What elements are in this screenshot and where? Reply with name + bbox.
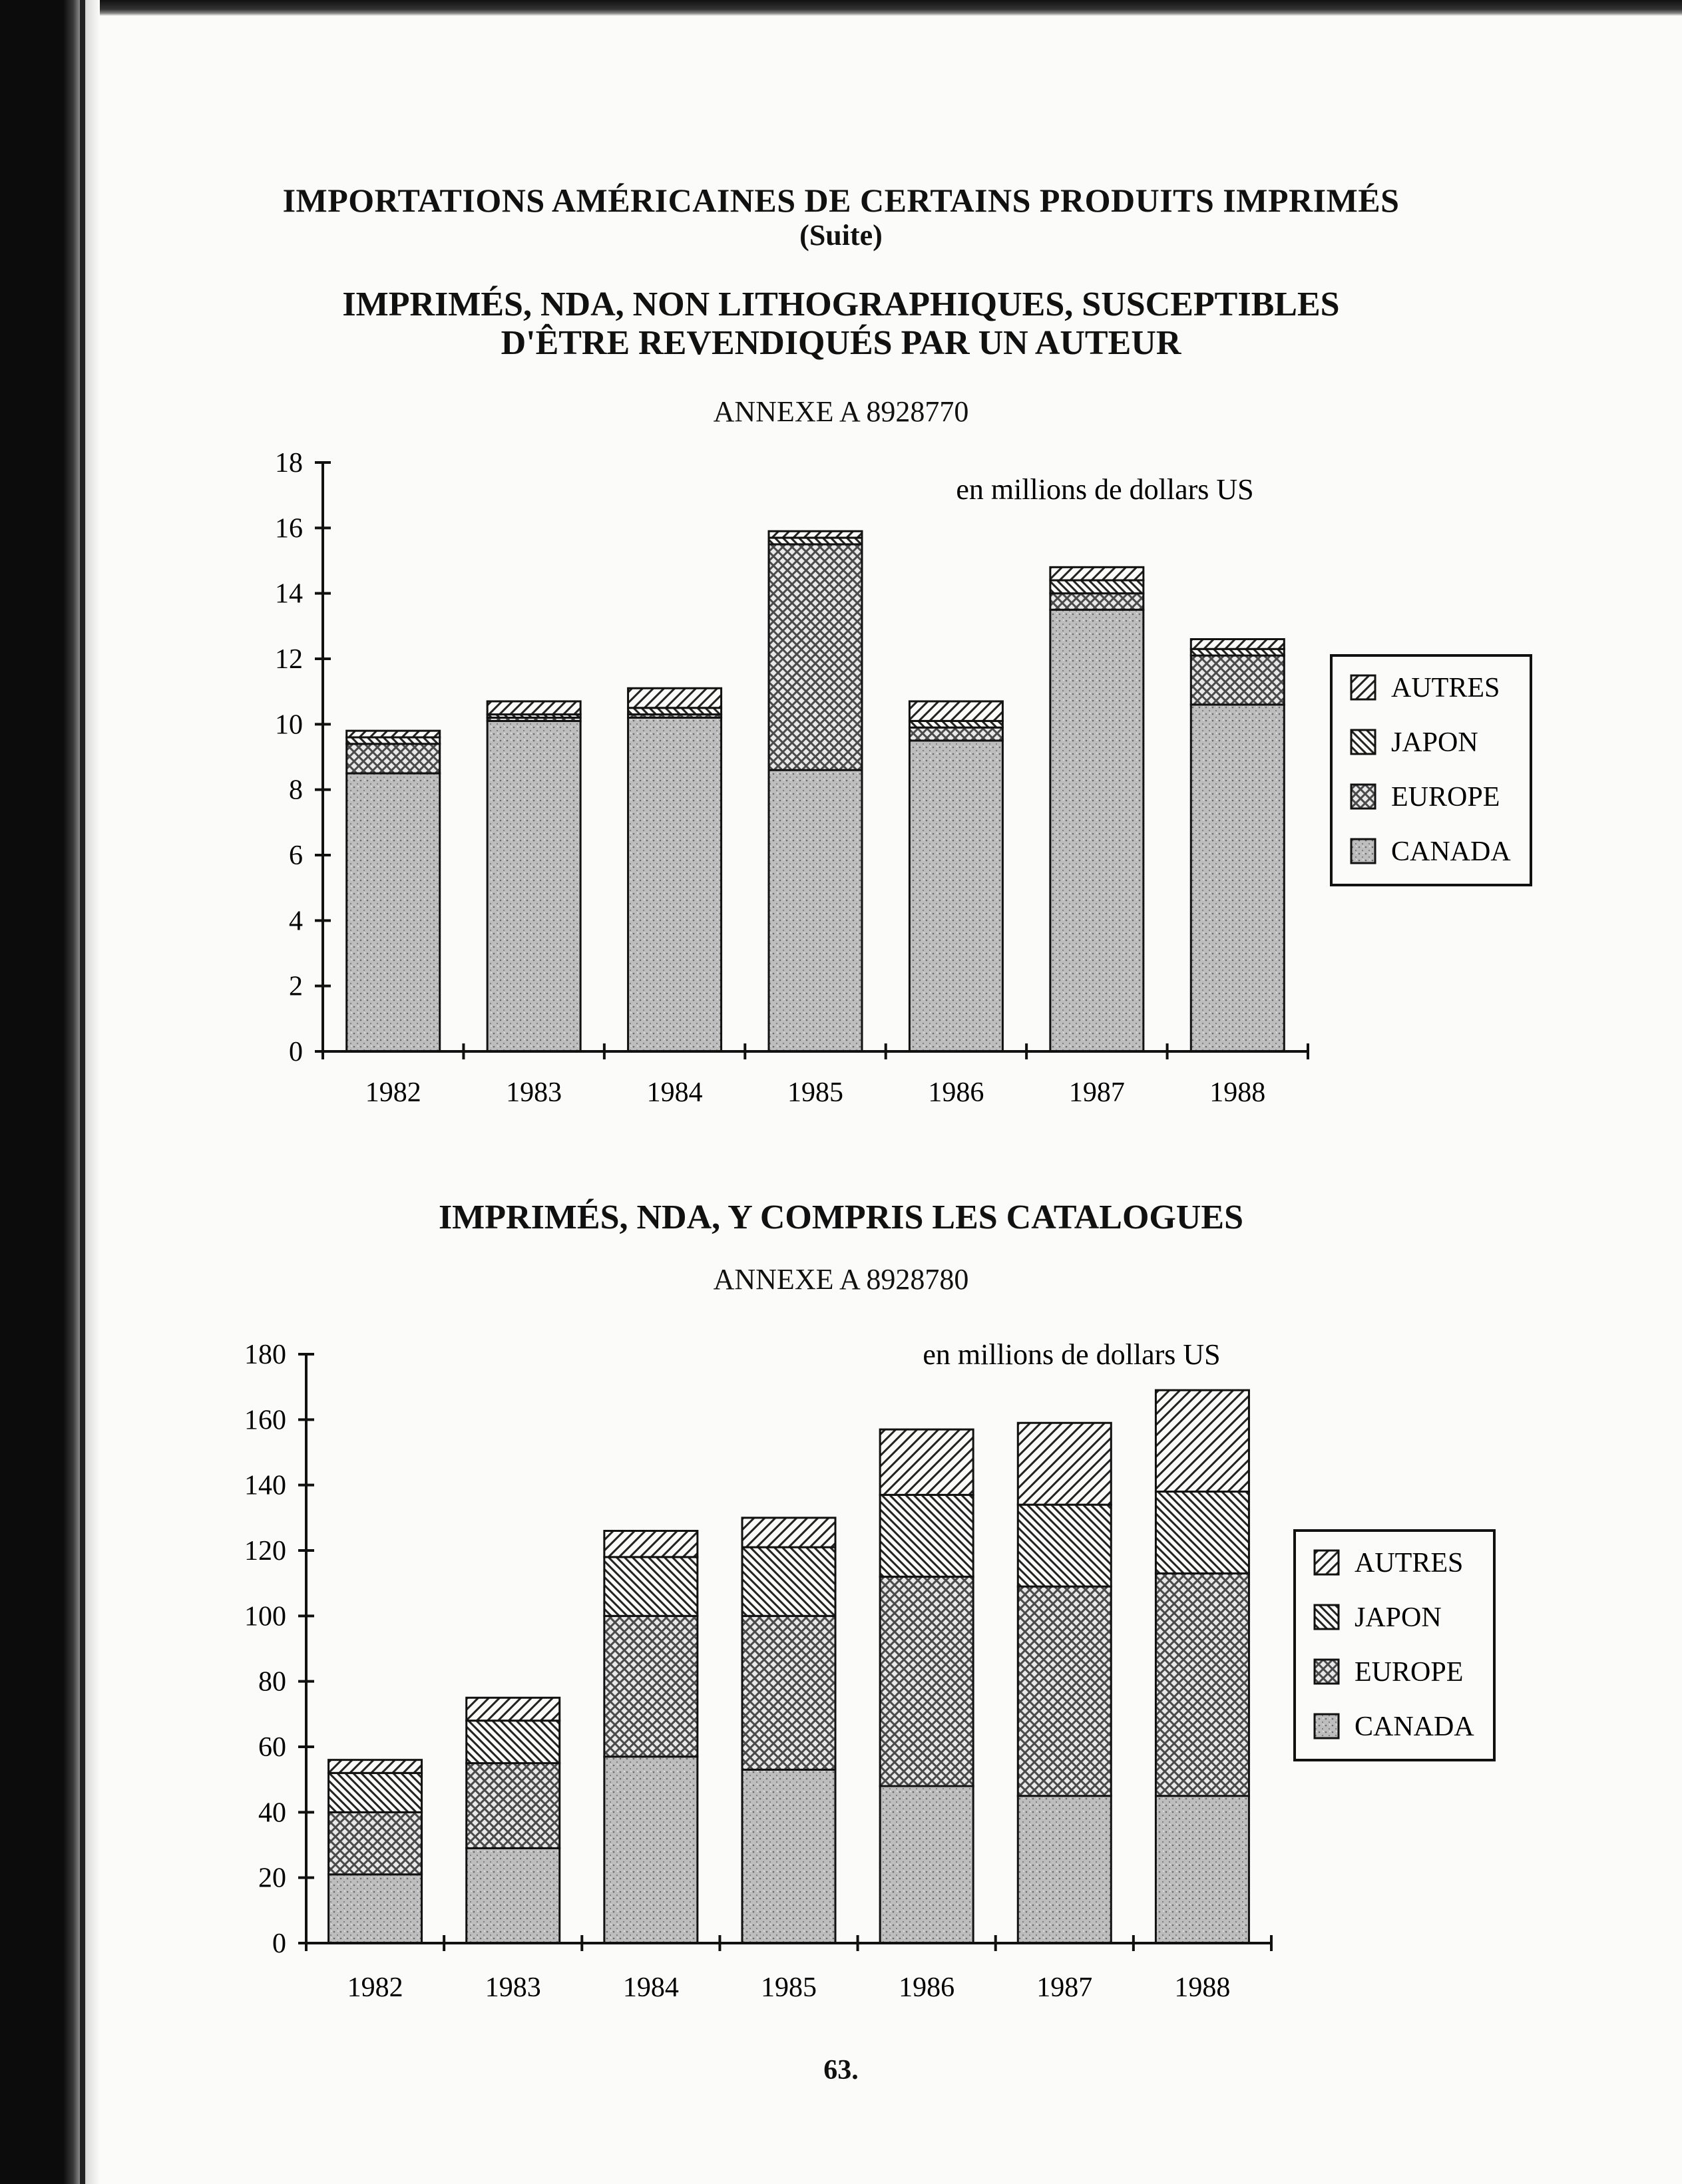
bar-canada-1988 [1191, 705, 1284, 1051]
x-tick-label: 1983 [506, 1077, 562, 1108]
y-tick-label: 160 [244, 1405, 286, 1436]
legend-swatch-japon [1351, 730, 1375, 754]
bar-japon-1988 [1156, 1492, 1249, 1574]
chart1-stacked-bar-chart [0, 426, 1682, 1158]
scan-top-edge [0, 0, 1682, 16]
x-tick-label: 1988 [1174, 1972, 1231, 2003]
bar-canada-1984 [628, 718, 722, 1052]
y-tick-label: 4 [289, 906, 303, 937]
legend-swatch-autres [1351, 675, 1375, 699]
y-tick-label: 20 [258, 1863, 286, 1894]
x-tick-label: 1982 [347, 1972, 403, 2003]
bar-europe-1982 [329, 1812, 422, 1874]
bar-europe-1984 [604, 1616, 698, 1756]
bar-autres-1987 [1018, 1423, 1111, 1505]
x-tick-label: 1987 [1068, 1077, 1125, 1108]
bar-autres-1985 [769, 531, 862, 538]
y-tick-label: 18 [275, 448, 303, 478]
bar-europe-1983 [467, 1763, 560, 1849]
y-tick-label: 8 [289, 775, 303, 806]
x-tick-label: 1984 [646, 1077, 703, 1108]
chart1-annex-label: ANNEXE A 8928770 [713, 395, 969, 428]
bar-canada-1982 [329, 1875, 422, 1943]
legend-swatch-autres [1315, 1550, 1339, 1574]
bar-japon-1987 [1050, 580, 1144, 594]
legend-swatch-japon [1315, 1605, 1339, 1629]
bar-autres-1986 [909, 701, 1002, 721]
legend-label-canada: CANADA [1355, 1712, 1474, 1742]
page-title: IMPORTATIONS AMÉRICAINES DE CERTAINS PRODUITS IMPRIMÉS [282, 182, 1400, 219]
legend-label-canada: CANADA [1391, 836, 1511, 867]
bar-autres-1987 [1050, 567, 1144, 580]
chart1-title-line2: D'ÊTRE REVENDIQUÉS PAR UN AUTEUR [501, 324, 1181, 362]
bar-autres-1984 [628, 688, 722, 708]
y-tick-label: 6 [289, 840, 303, 871]
x-tick-label: 1985 [787, 1077, 843, 1108]
y-tick-label: 2 [289, 971, 303, 1002]
bar-canada-1985 [769, 770, 862, 1051]
bar-europe-1988 [1156, 1573, 1249, 1795]
bar-europe-1982 [347, 744, 440, 773]
chart1-title-line1: IMPRIMÉS, NDA, NON LITHOGRAPHIQUES, SUSCEPTIBLES [342, 285, 1340, 323]
page-title-suffix: (Suite) [799, 219, 883, 252]
chart2-title: IMPRIMÉS, NDA, Y COMPRIS LES CATALOGUES [438, 1198, 1244, 1236]
legend-label-autres: AUTRES [1355, 1548, 1464, 1578]
bar-canada-1982 [347, 773, 440, 1051]
bar-japon-1987 [1018, 1505, 1111, 1586]
x-tick-label: 1988 [1209, 1077, 1266, 1108]
chart2-annex-label: ANNEXE A 8928780 [713, 1263, 969, 1296]
bar-europe-1987 [1050, 594, 1144, 610]
bar-canada-1984 [604, 1757, 698, 1943]
y-tick-label: 40 [258, 1797, 286, 1829]
bar-japon-1985 [742, 1547, 835, 1616]
bar-europe-1985 [769, 544, 862, 770]
bar-japon-1982 [329, 1773, 422, 1812]
x-tick-label: 1982 [365, 1077, 421, 1108]
bar-europe-1985 [742, 1616, 835, 1769]
legend-label-europe: EUROPE [1391, 782, 1500, 813]
bar-autres-1986 [880, 1429, 973, 1495]
bar-canada-1983 [467, 1848, 560, 1943]
bar-autres-1983 [487, 701, 580, 715]
bar-autres-1983 [467, 1698, 560, 1720]
y-tick-label: 0 [289, 1037, 303, 1067]
bar-canada-1987 [1050, 610, 1144, 1051]
y-tick-label: 180 [244, 1340, 286, 1370]
bar-autres-1985 [742, 1518, 835, 1547]
bar-europe-1986 [909, 727, 1002, 741]
y-tick-label: 14 [275, 578, 303, 610]
bar-canada-1988 [1156, 1796, 1249, 1943]
bar-europe-1988 [1191, 655, 1284, 705]
legend-swatch-canada [1315, 1714, 1339, 1738]
legend-label-autres: AUTRES [1391, 673, 1500, 703]
bar-europe-1987 [1018, 1586, 1111, 1796]
bar-europe-1986 [880, 1576, 973, 1786]
bar-canada-1985 [742, 1769, 835, 1943]
bar-japon-1986 [880, 1495, 973, 1576]
bar-autres-1988 [1156, 1390, 1249, 1491]
bar-autres-1982 [329, 1760, 422, 1773]
legend-swatch-canada [1351, 839, 1375, 863]
page-number: 63. [823, 2055, 859, 2086]
legend-label-japon: JAPON [1391, 727, 1478, 758]
y-tick-label: 10 [275, 709, 303, 741]
legend-swatch-europe [1351, 785, 1375, 809]
bar-canada-1986 [909, 741, 1002, 1051]
y-tick-label: 120 [244, 1536, 286, 1566]
x-tick-label: 1987 [1036, 1972, 1093, 2003]
legend-label-europe: EUROPE [1355, 1657, 1464, 1688]
x-tick-label: 1984 [622, 1972, 679, 2003]
x-tick-label: 1983 [485, 1972, 541, 2003]
x-tick-label: 1985 [761, 1972, 817, 2003]
unit-label: en millions de dollars US [923, 1338, 1221, 1371]
y-tick-label: 0 [272, 1928, 286, 1959]
y-tick-label: 12 [275, 644, 303, 675]
bar-japon-1984 [604, 1557, 698, 1616]
x-tick-label: 1986 [928, 1077, 984, 1108]
y-tick-label: 100 [244, 1601, 286, 1632]
bar-autres-1982 [347, 731, 440, 737]
bar-canada-1987 [1018, 1796, 1111, 1943]
y-tick-label: 16 [275, 513, 303, 544]
chart2-stacked-bar-chart [0, 1324, 1682, 2043]
x-tick-label: 1986 [899, 1972, 955, 2003]
bar-autres-1988 [1191, 639, 1284, 649]
y-tick-label: 60 [258, 1732, 286, 1763]
bar-japon-1983 [467, 1721, 560, 1763]
bar-autres-1984 [604, 1531, 698, 1557]
legend-swatch-europe [1315, 1660, 1339, 1684]
legend-label-japon: JAPON [1355, 1602, 1442, 1633]
y-tick-label: 140 [244, 1470, 286, 1501]
y-tick-label: 80 [258, 1666, 286, 1698]
unit-label: en millions de dollars US [956, 473, 1254, 506]
bar-canada-1983 [487, 721, 580, 1051]
bar-canada-1986 [880, 1786, 973, 1943]
